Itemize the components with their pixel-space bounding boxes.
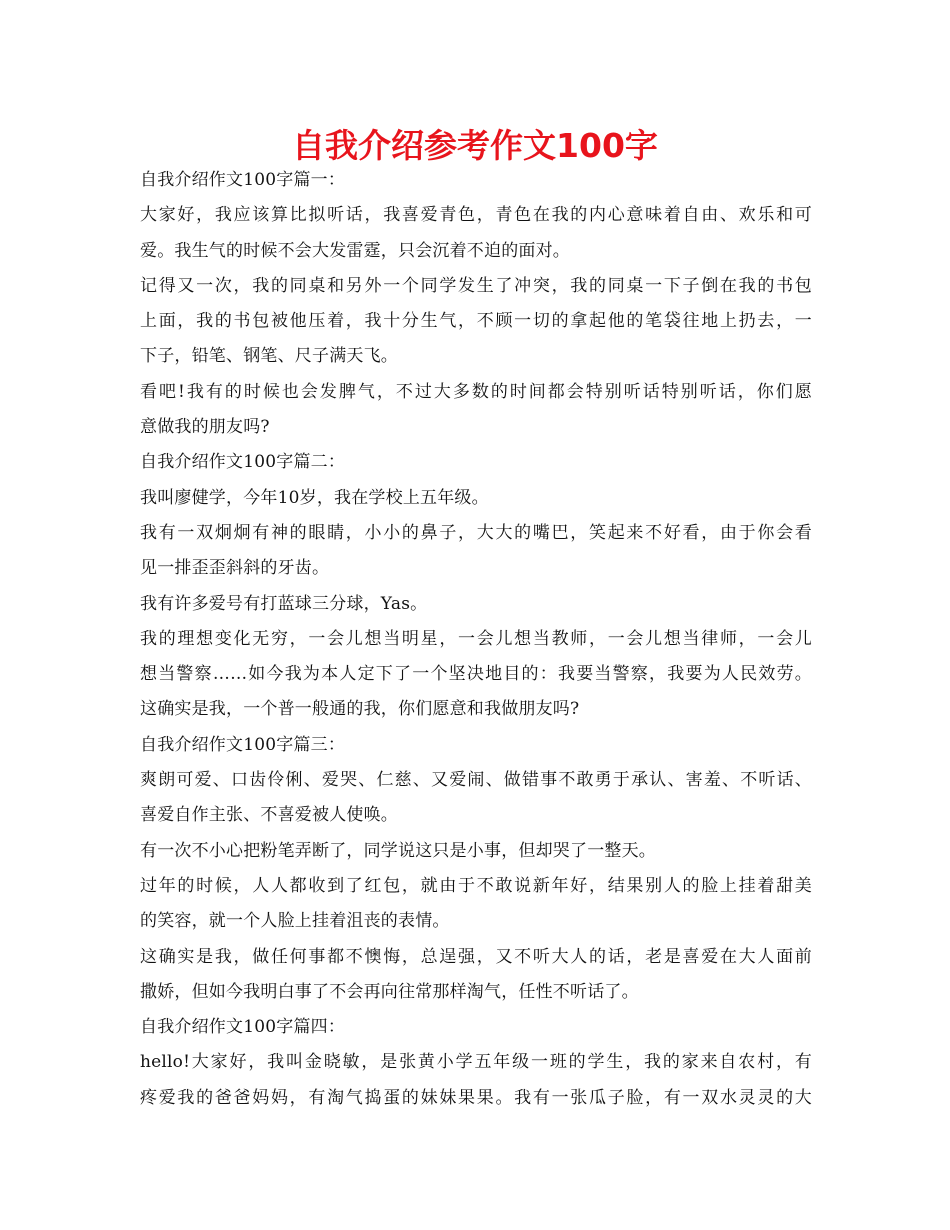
text-line: 意做我的朋友吗? [140,417,270,438]
document-body [140,163,812,1116]
text-line: 有一次不小心把粉笔弄断了，同学说这只是小事，但却哭了一整天。 [140,840,656,861]
text-line: 看吧!我有的时候也会发脾气，不过大多数的时间都会特别听话特别听话，你们愿 [140,381,812,402]
text-line: 这确实是我，做任何事都不懊悔，总逞强，又不听大人的话，老是喜爱在大人面前 [140,946,812,967]
document-title: 自我介绍参考作文100字 [292,126,658,165]
text-line: 我有一双炯炯有神的眼睛，小小的鼻子，大大的嘴巴，笑起来不好看，由于你会看 [140,522,812,543]
text-line: 喜爱自作主张、不喜爱被人使唤。 [140,805,398,826]
text-line: 下子，铅笔、钢笔、尺子满天飞。 [140,346,398,367]
text-line: 自我介绍作文100字篇三： [140,734,346,755]
text-line: 的笑容，就一个人脸上挂着沮丧的表情。 [140,911,450,932]
text-line: 自我介绍作文100字篇四： [140,1017,346,1038]
text-line: 疼爱我的爸爸妈妈，有淘气捣蛋的妹妹果果。我有一张瓜子脸，有一双水灵灵的大 [140,1087,812,1108]
text-line: 我叫廖健学，今年10岁，我在学校上五年级。 [140,487,489,508]
text-line: 见一排歪歪斜斜的牙齿。 [140,558,330,579]
text-line: hello!大家好，我叫金晓敏，是张黄小学五年级一班的学生，我的家来自农村，有 [140,1052,812,1073]
text-line: 我的理想变化无穷，一会儿想当明星，一会儿想当教师，一会儿想当律师，一会儿 [140,628,812,649]
text-line: 上面，我的书包被他压着，我十分生气，不顾一切的拿起他的笔袋往地上扔去，一 [140,311,812,332]
text-line: 这确实是我，一个普一般通的我，你们愿意和我做朋友吗? [140,699,580,720]
text-line: 爱。我生气的时候不会大发雷霆，只会沉着不迫的面对。 [140,240,570,261]
text-line: 过年的时候，人人都收到了红包，就由于不敢说新年好，结果别人的脸上挂着甜美 [140,875,812,896]
text-line: 大家好，我应该算比拟听话，我喜爱青色，青色在我的内心意味着自由、欢乐和可 [140,205,812,226]
text-line: 撒娇，但如今我明白事了不会再向往常那样淘气，任性不听话了。 [140,981,639,1002]
text-line: 我有许多爱号有打蓝球三分球，Yas。 [140,593,428,614]
text-line: 爽朗可爱、口齿伶俐、爱哭、仁慈、又爱闹、做错事不敢勇于承认、害羞、不听话、 [140,770,812,791]
text-line: 自我介绍作文100字篇二： [140,452,346,473]
text-line: 记得又一次，我的同桌和另外一个同学发生了冲突，我的同桌一下子倒在我的书包 [140,275,812,296]
text-line: 自我介绍作文100字篇一： [140,170,346,190]
text-line: 想当警察……如今我为本人定下了一个坚决地目的：我要当警察，我要为人民效劳。 [140,664,812,685]
